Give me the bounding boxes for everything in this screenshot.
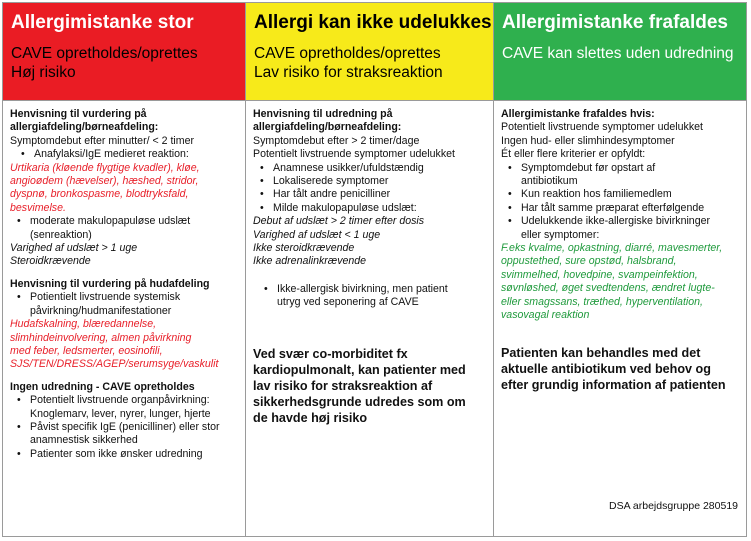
- bullet-text: Knoglemarv, lever, nyrer, lunger, hjerte: [30, 407, 211, 420]
- bullet-text: Potientielt livstruende systemisk: [30, 291, 181, 304]
- header-high-risk: [3, 3, 245, 101]
- section-heading: Henvisning til vurdering på: [10, 108, 147, 120]
- bullet-item: • Har tålt andre penicilliner: [253, 188, 487, 201]
- criterion-line: Ikke steroidkrævende: [253, 242, 355, 255]
- symptom-line: slimhindeinvolvering, almen påvirkning: [10, 331, 192, 344]
- symptom-line: SJS/TEN/DRESS/AGEP/serumsyge/vaskulit: [10, 358, 219, 371]
- symptom-line: Hudafskalning, blæredannelse,: [10, 318, 157, 331]
- bullet-item: [501, 162, 740, 189]
- bullet-item: [10, 291, 239, 318]
- bullet-text: (senreaktion): [30, 228, 92, 241]
- bullet-text: Udelukkende ikke-allergiske bivirkninger: [521, 215, 711, 228]
- bullet-item: [10, 394, 239, 421]
- bullet-text: anamnestisk sikkerhed: [30, 434, 138, 447]
- bullet-text: Potentielt livstruende organpåvirkning:: [30, 394, 210, 407]
- section-heading: Ingen udredning - CAVE opretholdes: [10, 380, 195, 393]
- note-line: Patienten kan behandles med det: [501, 345, 701, 360]
- symptom-line: vasovagal reaktion: [501, 309, 590, 322]
- section-heading: Henvisning til vurdering på hudafdeling: [10, 277, 210, 290]
- symptom-line: angioødem (hævelser), hæshed, stridor,: [10, 175, 199, 188]
- note-line: de havde høj risiko: [253, 410, 368, 425]
- bullet-item: [501, 215, 740, 242]
- bullet-text: Påvist specifik IgE (penicilliner) eller stor: [30, 420, 220, 433]
- text-line: Potentielt livstruende symptomer udelukket: [253, 148, 455, 161]
- bullet-item: • Lokaliserede symptomer: [253, 175, 487, 188]
- symptom-line: svimmelhed, hovedpine, svampeinfektion,: [501, 268, 698, 281]
- note-line: efter grundig information af patienten: [501, 377, 726, 392]
- allergy-guideline-table: [2, 2, 747, 537]
- column-subtitle-1: CAVE opretholdes/oprettes: [11, 45, 198, 62]
- bullet-item: • Kun reaktion hos familiemedlem: [501, 188, 740, 201]
- section-heading: allergiafdeling/børneafdeling:: [10, 121, 159, 134]
- symptom-line: søvnløshed, øget svedtendens, ændret lugte-: [501, 282, 715, 295]
- bullet-item: • Anafylaksi/IgE medieret reaktion:: [10, 148, 239, 161]
- column-body: [494, 101, 746, 393]
- note-line: kardiopulmonalt, kan patienter med: [253, 362, 466, 377]
- text-line: Ét eller flere kriterier er opfyldt:: [501, 148, 646, 161]
- column-subtitle-1: CAVE opretholdes/oprettes: [254, 45, 441, 62]
- column-body: [3, 101, 245, 461]
- column-subtitle-2: Lav risiko for straksreaktion: [254, 64, 443, 81]
- column-body: [246, 101, 493, 426]
- column-title: Allergimistanke frafaldes: [502, 12, 728, 33]
- bullet-text: antibiotikum: [521, 175, 578, 188]
- text-line: Symptomdebut efter minutter/ < 2 timer: [10, 134, 194, 147]
- bullet-text: moderate makulopapuløse udslæt: [30, 215, 191, 228]
- criterion-line: Varighed af udslæt < 1 uge: [253, 228, 381, 241]
- criterion-line: Ikke adrenalinkrævende: [253, 255, 367, 268]
- bullet-item: • Anamnese usikker/ufuldstændig: [253, 162, 487, 175]
- bullet-text: utryg ved seponering af CAVE: [277, 296, 419, 309]
- symptom-line: F.eks kvalme, opkastning, diarré, mavesmerter,: [501, 242, 723, 255]
- column-dismissed: [494, 3, 746, 536]
- bullet-item: [253, 283, 487, 310]
- bullet-item: [10, 215, 239, 242]
- symptom-line: eller smagssans, træthed, hyperventilation,: [501, 295, 703, 308]
- column-high-risk: [3, 3, 246, 536]
- bullet-text: Symptomdebut før opstart af: [521, 161, 656, 174]
- symptom-line: besvimelse.: [10, 201, 66, 214]
- bullet-text: Ikke-allergisk bivirkning, men patient: [277, 282, 448, 295]
- symptom-line: med feber, ledsmerter, eosinofili,: [10, 344, 163, 357]
- text-line: Potentielt livstruende symptomer udelukket: [501, 121, 703, 134]
- bullet-item: [10, 421, 239, 448]
- bullet-text: eller symptomer:: [521, 228, 600, 241]
- column-subtitle-2: Høj risiko: [11, 64, 76, 81]
- symptom-line: Urtikaria (kløende flygtige kvadler), kløe,: [10, 161, 200, 174]
- bullet-text: påvirkning/hudmanifestationer: [30, 304, 172, 317]
- symptom-line: oppustethed, sure opstød, halsbrand,: [501, 255, 677, 268]
- treatment-note: [501, 345, 740, 393]
- bullet-item: • Milde makulopapuløse udslæt:: [253, 202, 487, 215]
- column-subtitle-1: CAVE kan slettes uden udredning: [502, 45, 734, 62]
- section-heading: Henvisning til udredning på: [253, 108, 393, 120]
- symptom-line: dyspnø, bronkospasme, blodtryksfald,: [10, 188, 189, 201]
- footer-credit: DSA arbejdsgruppe 280519: [608, 500, 738, 512]
- header-dismissed: [494, 3, 746, 101]
- criterion-line: Varighed af udslæt > 1 uge: [10, 242, 138, 255]
- criterion-line: Steroidkrævende: [10, 255, 91, 268]
- column-cannot-exclude: [246, 3, 494, 536]
- criterion-line: Debut af udslæt > 2 timer efter dosis: [253, 215, 425, 228]
- text-line: Ingen hud- eller slimhindesymptomer: [501, 134, 675, 147]
- column-title: Allergi kan ikke udelukkes: [254, 12, 492, 33]
- section-heading: Allergimistanke frafaldes hvis:: [501, 108, 655, 120]
- note-line: sikkerhedsgrunde udredes som om: [253, 394, 466, 409]
- column-title: Allergimistanke stor: [11, 12, 194, 33]
- note-line: lav risiko for straksreaktion af: [253, 378, 433, 393]
- text-line: Symptomdebut efter > 2 timer/dage: [253, 134, 420, 147]
- header-cannot-exclude: [246, 3, 493, 101]
- bullet-item: • Har tålt samme præparat efterfølgende: [501, 202, 740, 215]
- section-heading: allergiafdeling/børneafdeling:: [253, 121, 402, 134]
- note-line: aktuelle antibiotikum ved behov og: [501, 361, 711, 376]
- note-line: Ved svær co-morbiditet fx: [253, 346, 408, 361]
- comorbidity-note: [253, 346, 487, 426]
- bullet-item: • Patienter som ikke ønsker udredning: [10, 448, 239, 461]
